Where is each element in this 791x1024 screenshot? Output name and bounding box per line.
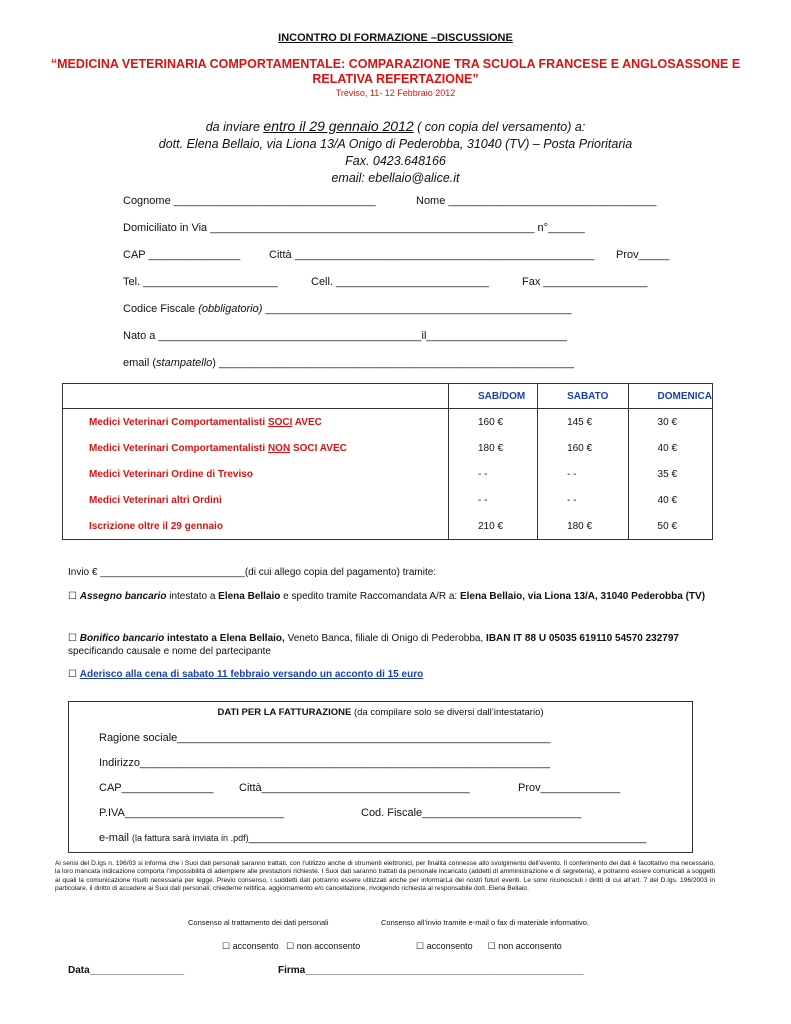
billing-title-bold: DATI PER LA FATTURAZIONE bbox=[217, 707, 352, 718]
price-cell: - - bbox=[449, 487, 538, 513]
consent2-disagree[interactable] bbox=[488, 941, 562, 951]
price-cell: 180 € bbox=[538, 513, 628, 540]
domicilio-field[interactable]: Domiciliato in Via _____________________________________________________ n°______ bbox=[123, 222, 585, 234]
privacy-notice: Ai sensi del D.lgs n. 196/03 si informa che i Suoi dati personali saranno trattati, con l’utilizzo anche di strumenti elettronici, per finalità connesse allo svolgimento dell’evento. Il conferimento dei dati è facoltativo ma necessario, la loro mancata indicazione comporta l’impossibilità di adempiere alle prestazioni richieste. I Suoi dati saranno trattati da personale incaricato (addetti di amministrazione e di segreteria), e potranno essere comunicati a soggetti ai quali la comunicazione risulti necessaria per legge. Previo consenso, i suddetti dati potranno essere utilizzati anche per informarLa dei nostri futuri eventi. Le sono riconosciuti i diritti di cui all’art. 7 del D.lgs. 196/2003 in particolare, il diritto di accedere ai Suoi dati personali, chiederne rettifica, aggiornamento e/o cancellazione, rivolgendo richiesta al responsabile dott. Elena Bellaio. bbox=[55, 860, 715, 893]
col-sabdom: SAB/DOM bbox=[449, 384, 538, 409]
assegno-option[interactable] bbox=[68, 591, 718, 604]
table-row bbox=[63, 513, 713, 540]
assegno-text-b: Elena Bellaio bbox=[218, 591, 281, 602]
price-cell: 160 € bbox=[538, 435, 628, 461]
row-label bbox=[63, 409, 449, 436]
billing-cf-field[interactable]: Cod. Fiscale__________________________ bbox=[361, 807, 582, 819]
piva-field[interactable]: P.IVA__________________________ bbox=[99, 807, 284, 819]
consent1-agree[interactable] bbox=[222, 941, 279, 951]
cognome-field[interactable]: Cognome _________________________________ bbox=[123, 195, 376, 207]
billing-cap-field[interactable]: CAP_______________ bbox=[99, 782, 214, 794]
billing-title-note: (da compilare solo se diversi dall’intestatario) bbox=[351, 707, 544, 718]
email-hint: stampatello bbox=[156, 357, 213, 369]
billing-prov-field[interactable]: Prov_____________ bbox=[518, 782, 621, 794]
bonifico-text-b: Veneto Banca, filiale di Onigo di Pederobba, bbox=[284, 633, 487, 644]
cena-option[interactable] bbox=[68, 669, 718, 682]
table-row bbox=[63, 409, 713, 436]
table-row bbox=[63, 461, 713, 487]
cf-label: Codice Fiscale bbox=[123, 303, 199, 315]
assegno-text-d: Elena Bellaio, via Liona 13/A, 31040 Pederobba (TV) bbox=[459, 591, 706, 602]
billing-email-field[interactable] bbox=[99, 832, 646, 844]
price-table bbox=[62, 383, 713, 540]
row-label-text: Medici Veterinari altri Ordini bbox=[89, 494, 222, 506]
cf-line: __________________________________________________ bbox=[262, 303, 572, 315]
table-row bbox=[63, 487, 713, 513]
price-cell: - - bbox=[449, 461, 538, 487]
data-field[interactable]: Data_________________ bbox=[68, 965, 185, 976]
nato-field[interactable]: Nato a ___________________________________________il_______________________ bbox=[123, 330, 568, 342]
billing-box bbox=[68, 701, 693, 853]
consent2-agree-label: acconsento bbox=[426, 941, 473, 951]
consent-label-2: Consenso all’invio tramite e-mail o fax di materiale informativo. bbox=[381, 918, 590, 927]
consent1-disagree[interactable] bbox=[286, 941, 360, 951]
consent-label-1: Consenso al trattamento dei dati personali bbox=[188, 918, 329, 927]
event-title bbox=[0, 57, 791, 87]
cena-link[interactable]: Aderisco alla cena di sabato 11 febbraio versando un acconto di 15 euro bbox=[79, 669, 424, 680]
bonifico-text-d: specificando causale e nome del partecipante bbox=[68, 645, 271, 657]
send-deadline-line bbox=[0, 118, 791, 136]
price-cell: - - bbox=[538, 487, 628, 513]
firma-field[interactable]: Firma__________________________________________________ bbox=[278, 965, 584, 976]
tel-field[interactable]: Tel. ______________________ bbox=[123, 276, 278, 288]
indirizzo-field[interactable]: Indirizzo___________________________________________________________________ bbox=[99, 757, 550, 769]
fax-field[interactable]: Fax _________________ bbox=[522, 276, 648, 288]
cell-field[interactable]: Cell. _________________________ bbox=[311, 276, 490, 288]
codice-fiscale-field[interactable] bbox=[123, 303, 571, 315]
consent1-options bbox=[222, 941, 360, 952]
row-label bbox=[63, 487, 449, 513]
row-label-suffix: SOCI AVEC bbox=[290, 442, 347, 454]
checkbox-icon[interactable]: ☐ bbox=[286, 941, 295, 951]
price-cell: 145 € bbox=[538, 409, 628, 436]
email-label: email ( bbox=[123, 357, 157, 369]
send-address: dott. Elena Bellaio, via Liona 13/A Onigo di Pederobba, 31040 (TV) – Posta Prioritaria bbox=[158, 137, 633, 151]
table-row bbox=[63, 435, 713, 461]
cap-field[interactable]: CAP _______________ bbox=[123, 249, 241, 261]
table-header-row bbox=[63, 384, 713, 409]
price-cell: 160 € bbox=[449, 409, 538, 436]
send-fax: Fax. 0423.648166 bbox=[345, 154, 446, 168]
assegno-text-a: intestato a bbox=[166, 591, 219, 602]
send-instructions bbox=[0, 118, 791, 187]
checkbox-icon[interactable]: ☐ bbox=[222, 941, 231, 951]
billing-email-note: (la fattura sarà inviata in .pdf) bbox=[132, 833, 249, 843]
cf-hint: (obbligatorio) bbox=[198, 303, 263, 315]
row-label-underlined: SOCI bbox=[267, 416, 293, 428]
email-field[interactable] bbox=[123, 357, 574, 369]
price-cell: 180 € bbox=[449, 435, 538, 461]
prov-field[interactable]: Prov_____ bbox=[616, 249, 670, 261]
checkbox-icon[interactable]: ☐ bbox=[68, 669, 77, 680]
billing-email-label: e-mail bbox=[99, 832, 133, 844]
send-email: email: ebellaio@alice.it bbox=[331, 171, 460, 185]
event-dates: Treviso, 11- 12 Febbraio 2012 bbox=[335, 88, 456, 98]
row-label-suffix: AVEC bbox=[292, 416, 322, 428]
checkbox-icon[interactable]: ☐ bbox=[487, 941, 496, 951]
page-title: INCONTRO DI FORMAZIONE –DISCUSSIONE bbox=[278, 32, 513, 44]
row-label bbox=[63, 435, 449, 461]
event-title-line1: “MEDICINA VETERINARIA COMPORTAMENTALE: COMPARAZIONE TRA SCUOLA FRANCESE E ANGLOSASSONE E bbox=[50, 57, 741, 71]
bonifico-option[interactable] bbox=[68, 633, 718, 658]
event-title-line2: RELATIVA REFERTAZIONE” bbox=[312, 72, 479, 86]
consent2-agree[interactable] bbox=[416, 941, 473, 951]
checkbox-icon[interactable]: ☐ bbox=[68, 591, 77, 602]
invio-line[interactable]: Invio € __________________________(di cui allego copia del pagamento) tramite: bbox=[68, 567, 437, 578]
ragione-sociale-field[interactable]: Ragione sociale_____________________________________________________________ bbox=[99, 732, 551, 744]
row-label bbox=[63, 513, 449, 540]
price-cell: 50 € bbox=[628, 513, 712, 540]
bonifico-label: Bonifico bancario bbox=[79, 633, 165, 644]
col-domenica: DOMENICA bbox=[628, 384, 712, 409]
price-cell: 210 € bbox=[449, 513, 538, 540]
email-line: ) __________________________________________________________ bbox=[212, 357, 574, 369]
billing-citta-field[interactable]: Città__________________________________ bbox=[239, 782, 470, 794]
price-cell: 40 € bbox=[628, 487, 712, 513]
checkbox-icon[interactable]: ☐ bbox=[416, 941, 425, 951]
nome-field[interactable]: Nome __________________________________ bbox=[416, 195, 657, 207]
row-label bbox=[63, 461, 449, 487]
send-suffix: ( con copia del versamento) a: bbox=[413, 120, 586, 134]
row-label-text: Medici Veterinari Comportamentalisti bbox=[89, 416, 268, 428]
assegno-label: Assegno bancario bbox=[79, 591, 167, 602]
consent1-agree-label: acconsento bbox=[232, 941, 279, 951]
billing-email-line: _________________________________________________________________ bbox=[248, 832, 647, 844]
checkbox-icon[interactable]: ☐ bbox=[68, 633, 77, 644]
table-header-empty bbox=[63, 384, 449, 409]
billing-title bbox=[69, 707, 692, 718]
row-label-text: Iscrizione oltre il 29 gennaio bbox=[89, 520, 223, 532]
price-cell: 35 € bbox=[628, 461, 712, 487]
assegno-text-c: e spedito tramite Raccomandata A/R a: bbox=[280, 591, 460, 602]
bonifico-text-a: intestato a Elena Bellaio, bbox=[164, 633, 285, 644]
bonifico-text-c: IBAN IT 88 U 05035 619110 54570 232797 bbox=[486, 633, 679, 644]
citta-field[interactable]: Città _________________________________________________ bbox=[269, 249, 595, 261]
send-deadline: entro il 29 gennaio 2012 bbox=[263, 118, 414, 134]
consent1-disagree-label: non acconsento bbox=[296, 941, 361, 951]
col-sabato: SABATO bbox=[538, 384, 628, 409]
row-label-text: Medici Veterinari Comportamentalisti bbox=[89, 442, 268, 454]
price-cell: 30 € bbox=[628, 409, 712, 436]
price-cell: 40 € bbox=[628, 435, 712, 461]
row-label-underlined: NON bbox=[267, 442, 291, 454]
consent2-disagree-label: non acconsento bbox=[498, 941, 562, 951]
consent2-options bbox=[416, 941, 562, 952]
price-cell: - - bbox=[538, 461, 628, 487]
send-prefix: da inviare bbox=[205, 120, 264, 134]
row-label-text: Medici Veterinari Ordine di Treviso bbox=[89, 468, 253, 480]
